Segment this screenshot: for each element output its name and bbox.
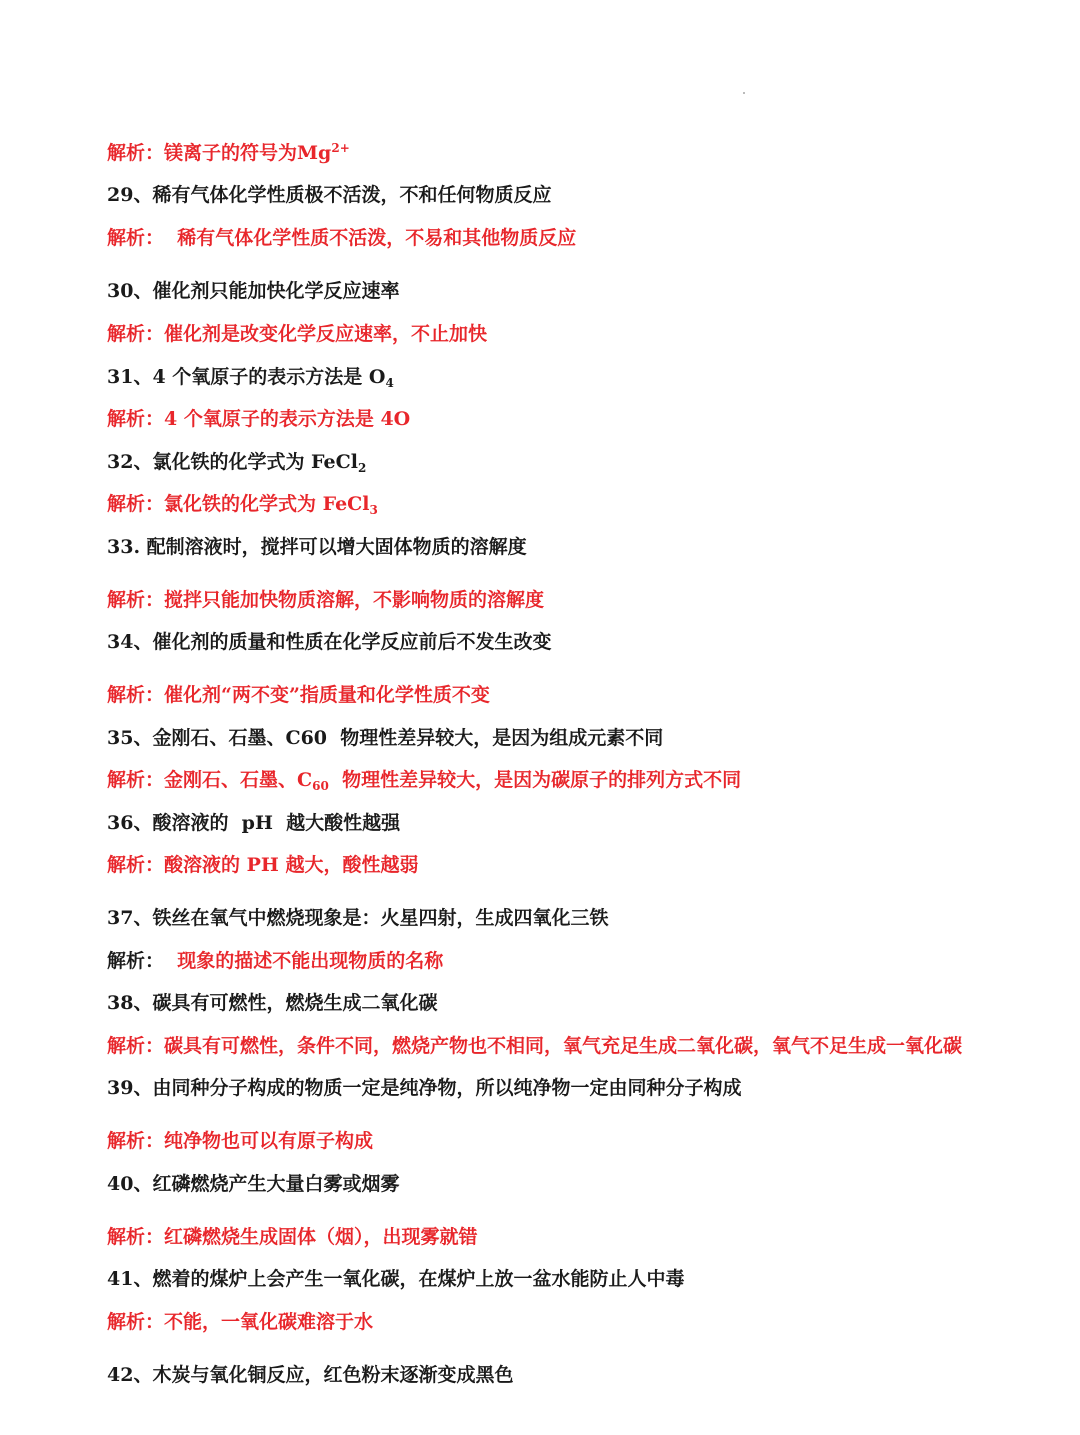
question-text: 41、燃着的煤炉上会产生一氧化碳，在煤炉上放一盆水能防止人中毒: [107, 1268, 685, 1290]
answer-line: [107, 852, 419, 878]
answer-line: [107, 948, 443, 974]
question-line: [107, 1266, 684, 1292]
superscript: 2+: [331, 141, 350, 155]
subscript: 60: [312, 779, 329, 793]
answer-text: 搅拌只能加快物质溶解，不影响物质的溶解度: [164, 589, 545, 611]
answer-text: 稀有气体化学性质不活泼，不易和其他物质反应: [164, 227, 577, 249]
question-line: [107, 1075, 741, 1101]
question-line: [107, 629, 551, 655]
answer-label: 解析：: [107, 323, 165, 345]
answer-label: 解析：: [107, 493, 165, 515]
answer-text: 催化剂是改变化学反应速率，不止加快: [164, 323, 488, 345]
answer-label: 解析：: [107, 684, 165, 706]
answer-text: 酸溶液的 PH 越大，酸性越弱: [164, 854, 419, 876]
question-line: [107, 905, 608, 931]
answer-label: 解析：: [107, 589, 165, 611]
question-line: [107, 449, 366, 475]
answer-line: [107, 587, 544, 613]
answer-line: [107, 225, 576, 251]
question-text: 29、稀有气体化学性质极不活泼，不和任何物质反应: [107, 184, 552, 206]
answer-line: [107, 682, 490, 708]
question-line: [107, 725, 663, 751]
answer-text: 催化剂“两不变”指质量和化学性质不变: [164, 684, 490, 706]
answer-line: [107, 767, 741, 793]
question-line: [107, 364, 394, 390]
answer-line: [107, 321, 487, 347]
question-line: [107, 1171, 399, 1197]
subscript: 4: [385, 376, 394, 390]
question-text: 30、催化剂只能加快化学反应速率: [107, 280, 400, 302]
answer-text: 现象的描述不能出现物质的名称: [164, 950, 444, 972]
question-text: 40、红磷燃烧产生大量白雾或烟雾: [107, 1173, 400, 1195]
answer-label: 解析：: [107, 769, 165, 791]
answer-line: [107, 1224, 478, 1250]
answer-label: 解析：: [107, 408, 165, 430]
answer-line: [107, 1309, 373, 1335]
answer-line: [107, 491, 378, 517]
question-text: 39、由同种分子构成的物质一定是纯净物，所以纯净物一定由同种分子构成: [107, 1077, 742, 1099]
answer-line: [107, 406, 410, 432]
question-text: 36、酸溶液的 pH 越大酸性越强: [107, 812, 401, 834]
subscript: 2: [357, 461, 367, 475]
answer-label: 解析：: [107, 1226, 165, 1248]
answer-label: 解析：: [107, 854, 165, 876]
answer-text: 红磷燃烧生成固体（烟），出现雾就错: [164, 1226, 478, 1248]
answer-line: [107, 1128, 373, 1154]
question-line: [107, 182, 551, 208]
question-text: 31、4 个氧原子的表示方法是 O: [107, 366, 386, 388]
answer-text: 金刚石、石墨、C: [164, 769, 313, 791]
question-text: 32、氯化铁的化学式为 FeCl: [107, 451, 358, 473]
question-line: [107, 534, 527, 560]
answer-line: [107, 140, 350, 166]
question-text: 42、木炭与氧化铜反应，红色粉末逐渐变成黑色: [107, 1364, 514, 1386]
answer-line: [107, 1033, 962, 1059]
answer-text: 纯净物也可以有原子构成: [164, 1130, 374, 1152]
question-text: 33. 配制溶液时，搅拌可以增大固体物质的溶解度: [107, 536, 527, 558]
question-line: [107, 810, 400, 836]
subscript: 3: [369, 503, 378, 517]
question-line: [107, 990, 437, 1016]
answer-text: 4 个氧原子的表示方法是 4O: [164, 408, 411, 430]
answer-text: 不能，一氧化碳难溶于水: [164, 1311, 374, 1333]
answer-label: 解析：: [107, 950, 165, 972]
question-text: 35、金刚石、石墨、C60 物理性差异较大，是因为组成元素不同: [107, 727, 664, 749]
question-text: 38、碳具有可燃性，燃烧生成二氧化碳: [107, 992, 438, 1014]
answer-text: 氯化铁的化学式为 FeCl: [164, 493, 370, 515]
question-line: [107, 1362, 513, 1388]
answer-label: 解析：: [107, 1035, 165, 1057]
question-text: 34、催化剂的质量和性质在化学反应前后不发生改变: [107, 631, 552, 653]
answer-text: 镁离子的符号为Mg: [164, 142, 332, 164]
answer-text-tail: 物理性差异较大，是因为碳原子的排列方式不同: [328, 769, 742, 791]
answer-label: 解析：: [107, 1311, 165, 1333]
answer-label: 解析：: [107, 1130, 165, 1152]
answer-text: 碳具有可燃性，条件不同，燃烧产物也不相同，氧气充足生成二氧化碳，氧气不足生成一氧化碳: [164, 1035, 963, 1057]
question-line: [107, 278, 399, 304]
answer-label: 解析：: [107, 227, 165, 249]
answer-label: 解析：: [107, 142, 165, 164]
question-text: 37、铁丝在氧气中燃烧现象是：火星四射，生成四氧化三铁: [107, 907, 609, 929]
scan-speck: [743, 92, 745, 94]
